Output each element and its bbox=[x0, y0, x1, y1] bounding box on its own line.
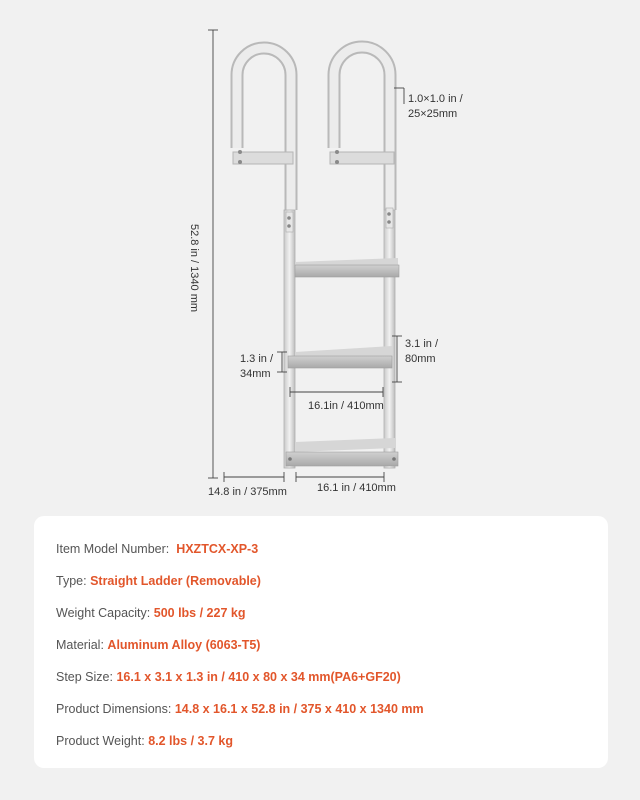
step-depth-label: 3.1 in / 80mm bbox=[405, 338, 439, 365]
spec-type: Type: Straight Ladder (Removable) bbox=[56, 574, 261, 588]
spec-product-weight: Product Weight: 8.2 lbs / 3.7 kg bbox=[56, 734, 233, 748]
step-top bbox=[295, 258, 399, 277]
height-label: 52.8 in / 1340 mm bbox=[188, 223, 200, 313]
step-bottom bbox=[286, 438, 398, 466]
inner-width-label: 16.1in / 410mm bbox=[308, 400, 384, 412]
spec-card bbox=[34, 516, 608, 768]
spec-material: Material: Aluminum Alloy (6063-T5) bbox=[56, 638, 261, 652]
step-height-label: 1.3 in / 34mm bbox=[240, 353, 274, 380]
left-handrail bbox=[233, 48, 293, 210]
spec-model-number: Item Model Number: HXZTCX-XP-3 bbox=[56, 542, 259, 556]
step-middle bbox=[288, 346, 392, 368]
spec-product-dimensions: Product Dimensions: 14.8 x 16.1 x 52.8 in / 375 x 410 x 1340 mm bbox=[56, 702, 424, 716]
depth-label: 14.8 in / 375mm bbox=[208, 486, 287, 498]
right-handrail bbox=[330, 47, 394, 210]
spec-step-size: Step Size: 16.1 x 3.1 x 1.3 in / 410 x 80 x 34 mm(PA6+GF20) bbox=[56, 670, 401, 684]
spec-weight-capacity: Weight Capacity: 500 lbs / 227 kg bbox=[56, 606, 246, 620]
tube-size-label: 1.0×1.0 in / 25×25mm bbox=[408, 93, 463, 120]
ladder-rails bbox=[284, 208, 395, 468]
outer-width-label: 16.1 in / 410mm bbox=[317, 482, 396, 494]
